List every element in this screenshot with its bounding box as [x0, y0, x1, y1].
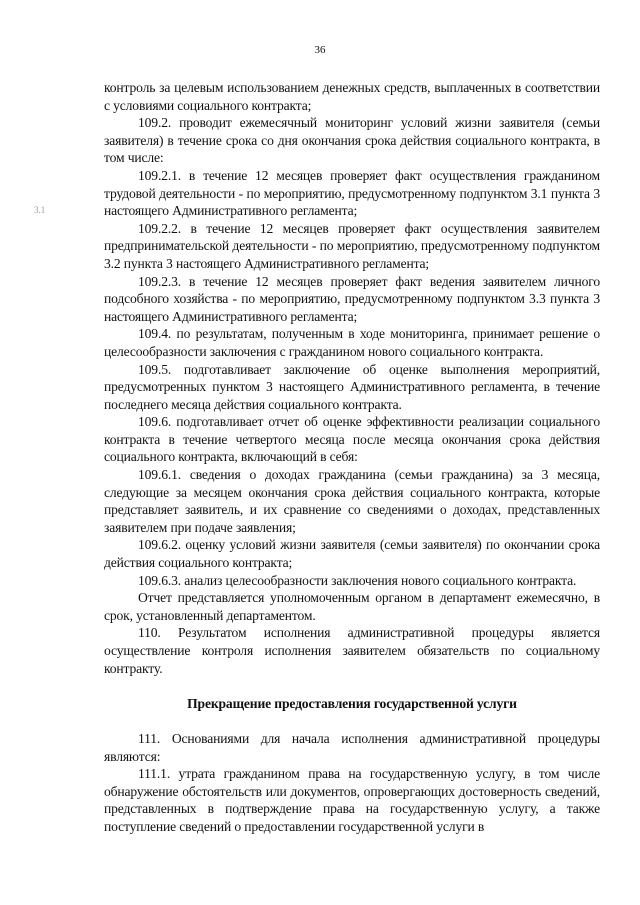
paragraph: 110. Результатом исполнения административной процедуры является осуществление контроля исполнения заявителем обязательств по социальному контракту. — [104, 625, 600, 676]
paragraph: 111. Основаниями для начала исполнения административной процедуры являются: — [104, 730, 600, 764]
margin-mark: 3.1 — [34, 205, 46, 215]
paragraph: 109.6.1. сведения о доходах гражданина (семьи гражданина) за 3 месяца, следующие за месяцем окончания срока действия социального контракта, которые представляет заявитель, и их сравнение со сведениями о доходах, представленных заявителем при подаче заявления; — [104, 467, 600, 535]
paragraph: 109.5. подготавливает заключение об оценке выполнения мероприятий, предусмотренных пунктом 3 настоящего Административного регламента, в течение последнего месяца действия социального контракта. — [104, 361, 600, 412]
paragraph: Отчет представляется уполномоченным органом в департамент ежемесячно, в срок, установленный департаментом. — [104, 590, 600, 623]
paragraph: 109.2.1. в течение 12 месяцев проверяет факт осуществления гражданином трудовой деятельности - по мероприятию, предусмотренному подпунктом 3.1 пункта 3 настоящего Административного регламента; — [104, 167, 600, 219]
paragraph: 109.2. проводит ежемесячный мониторинг условий жизни заявителя (семьи заявителя) в течение срока со дня окончания срока действия социального контракта, в том числе: — [104, 115, 600, 166]
document-body — [104, 79, 600, 836]
paragraph: 109.2.2. в течение 12 месяцев проверяет факт осуществления заявителем предпринимательской деятельности - по мероприятию, предусмотренному подпунктом 3.2 пункта 3 настоящего Административного регламента; — [104, 220, 600, 271]
paragraph: 109.4. по результатам, полученным в ходе мониторинга, принимает решение о целесообразности заключения с гражданином нового социального контракта. — [104, 326, 600, 359]
paragraph: 109.6.2. оценку условий жизни заявителя (семьи заявителя) по окончании срока действия социального контракта; — [104, 537, 600, 571]
paragraph: 109.2.3. в течение 12 месяцев проверяет факт ведения заявителем личного подсобного хозяйства - по мероприятию, предусмотренному подпунктом 3.3 пункта 3 настоящего Административного регламента; — [104, 273, 600, 324]
section-heading: Прекращение предоставления государственной услуги — [187, 695, 517, 711]
paragraph: контроль за целевым использованием денежных средств, выплаченных в соответствии с условиями социального контракта; — [104, 80, 600, 113]
paragraph: 111.1. утрата гражданином права на государственную услугу, в том числе обнаружение обстоятельств или документов, опровергающих достоверность сведений, представленных в подтверждение права на государственную услугу, а также поступление сведений о предоставлении государственной услуги в — [104, 766, 600, 834]
paragraph: 109.6.3. анализ целесообразности заключения нового социального контракта. — [138, 572, 577, 588]
page-number: 36 — [314, 44, 326, 56]
paragraph: 109.6. подготавливает отчет об оценке эффективности реализации социального контракта в течение четвертого месяца после месяца окончания срока действия социального контракта, включающий в себя: — [104, 414, 600, 465]
